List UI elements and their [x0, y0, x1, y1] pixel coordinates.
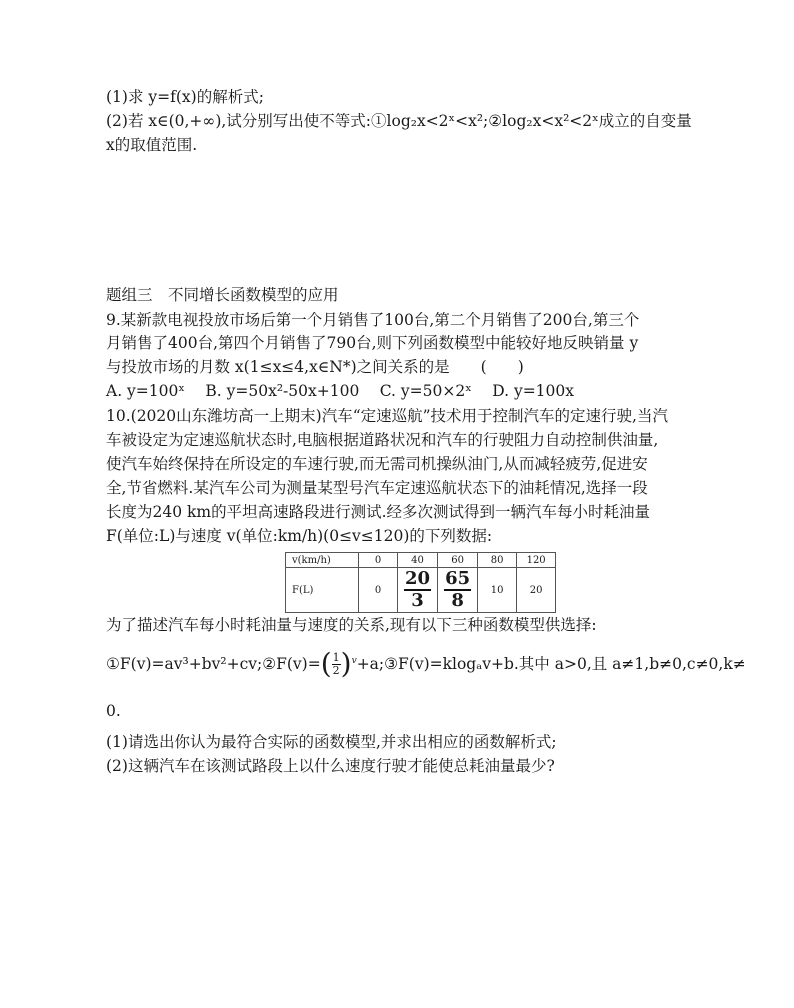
- q10-models: [106, 647, 746, 680]
- q10-models-cont: 0.: [106, 702, 121, 720]
- q9-line1: 9.某新款电视投放市场后第一个月销售了100台,第二个月销售了200台,第三个: [106, 311, 640, 329]
- q9-line3: 与投放市场的月数 x(1≤x≤4,x∈N*)之间关系的是 ( ): [106, 358, 524, 376]
- table-cell: 10: [478, 568, 517, 613]
- fraction-numerator: 20: [405, 568, 431, 589]
- half-fraction: ( $\frac{1}{2}$ ) v: [320, 647, 357, 680]
- q8-part2-cont: x的取值范围.: [106, 136, 198, 154]
- q9-options: A. y=100ˣ B. y=50x²-50x+100 C. y=50×2ˣ D. y=100x: [106, 382, 575, 400]
- q9-line2: 月销售了400台,第四个月销售了790台,则下列函数模型中能较好地反映销量 y: [106, 334, 639, 352]
- table-cell: 20: [517, 568, 556, 613]
- table-cell: 60: [438, 553, 478, 568]
- q10-sub1: (1)请选出你认为最符合实际的函数模型,并求出相应的函数解析式;: [106, 733, 557, 751]
- q8-part1: (1)求 y=f(x)的解析式;: [106, 88, 264, 106]
- table-cell: 0: [359, 568, 398, 613]
- table-header-fuel: F(L): [286, 568, 359, 613]
- q10-line4: 全,节省燃料.某汽车公司为测量某型号汽车定速巡航状态下的油耗情况,选择一段: [106, 479, 648, 497]
- table-row-speed: [286, 553, 556, 568]
- table-header-speed: v(km/h): [286, 553, 359, 568]
- q10-line3: 使汽车始终保持在所设定的车速行驶,而无需司机操纵油门,从而减轻疲劳,促进安: [106, 455, 648, 473]
- q8-part2: (2)若 x∈(0,+∞),试分别写出使不等式:①log₂x<2ˣ<x²;②log₂x<x²<2ˣ成立的自变量: [106, 112, 692, 130]
- table-cell: 120: [517, 553, 556, 568]
- section-title: 题组三 不同增长函数模型的应用: [106, 286, 339, 304]
- table-cell: 40: [398, 553, 438, 568]
- q10-line1: 10.(2020山东潍坊高一上期末)汽车“定速巡航”技术用于控制汽车的定速行驶,当汽: [106, 407, 668, 425]
- speed-fuel-table: [285, 552, 556, 613]
- table-cell-fraction: [398, 568, 438, 613]
- fraction-denominator: 8: [451, 590, 464, 611]
- q10-line2: 车被设定为定速巡航状态时,电脑根据道路状况和汽车的行驶阻力自动控制供油量,: [106, 431, 659, 449]
- fraction-numerator: 65: [445, 568, 471, 589]
- q10-line5: 长度为240 km的平坦高速路段进行测试.经多次测试得到一辆汽车每小时耗油量: [106, 503, 651, 521]
- half-numerator: 1: [332, 650, 340, 664]
- half-denominator: 2: [332, 663, 340, 677]
- half-exponent: v: [351, 656, 357, 666]
- table-cell: 0: [359, 553, 398, 568]
- q10-line7: 为了描述汽车每小时耗油量与速度的关系,现有以下三种函数模型供选择:: [106, 616, 597, 634]
- table-cell: 80: [478, 553, 517, 568]
- q10-sub2: (2)这辆汽车在该测试路段上以什么速度行驶才能使总耗油量最少?: [106, 757, 555, 775]
- q10-line6: F(单位:L)与速度 v(单位:km/h)(0≤v≤120)的下列数据:: [106, 527, 493, 545]
- fraction-denominator: 3: [411, 590, 424, 611]
- table-cell-fraction: [438, 568, 478, 613]
- models-part-a: ①F(v)=av³+bv²+cv;②F(v)=: [106, 655, 321, 673]
- table-row-fuel: [286, 568, 556, 613]
- models-part-b: +a;③F(v)=klogₐv+b.其中 a>0,且 a≠1,b≠0,c≠0,k≠: [356, 655, 746, 673]
